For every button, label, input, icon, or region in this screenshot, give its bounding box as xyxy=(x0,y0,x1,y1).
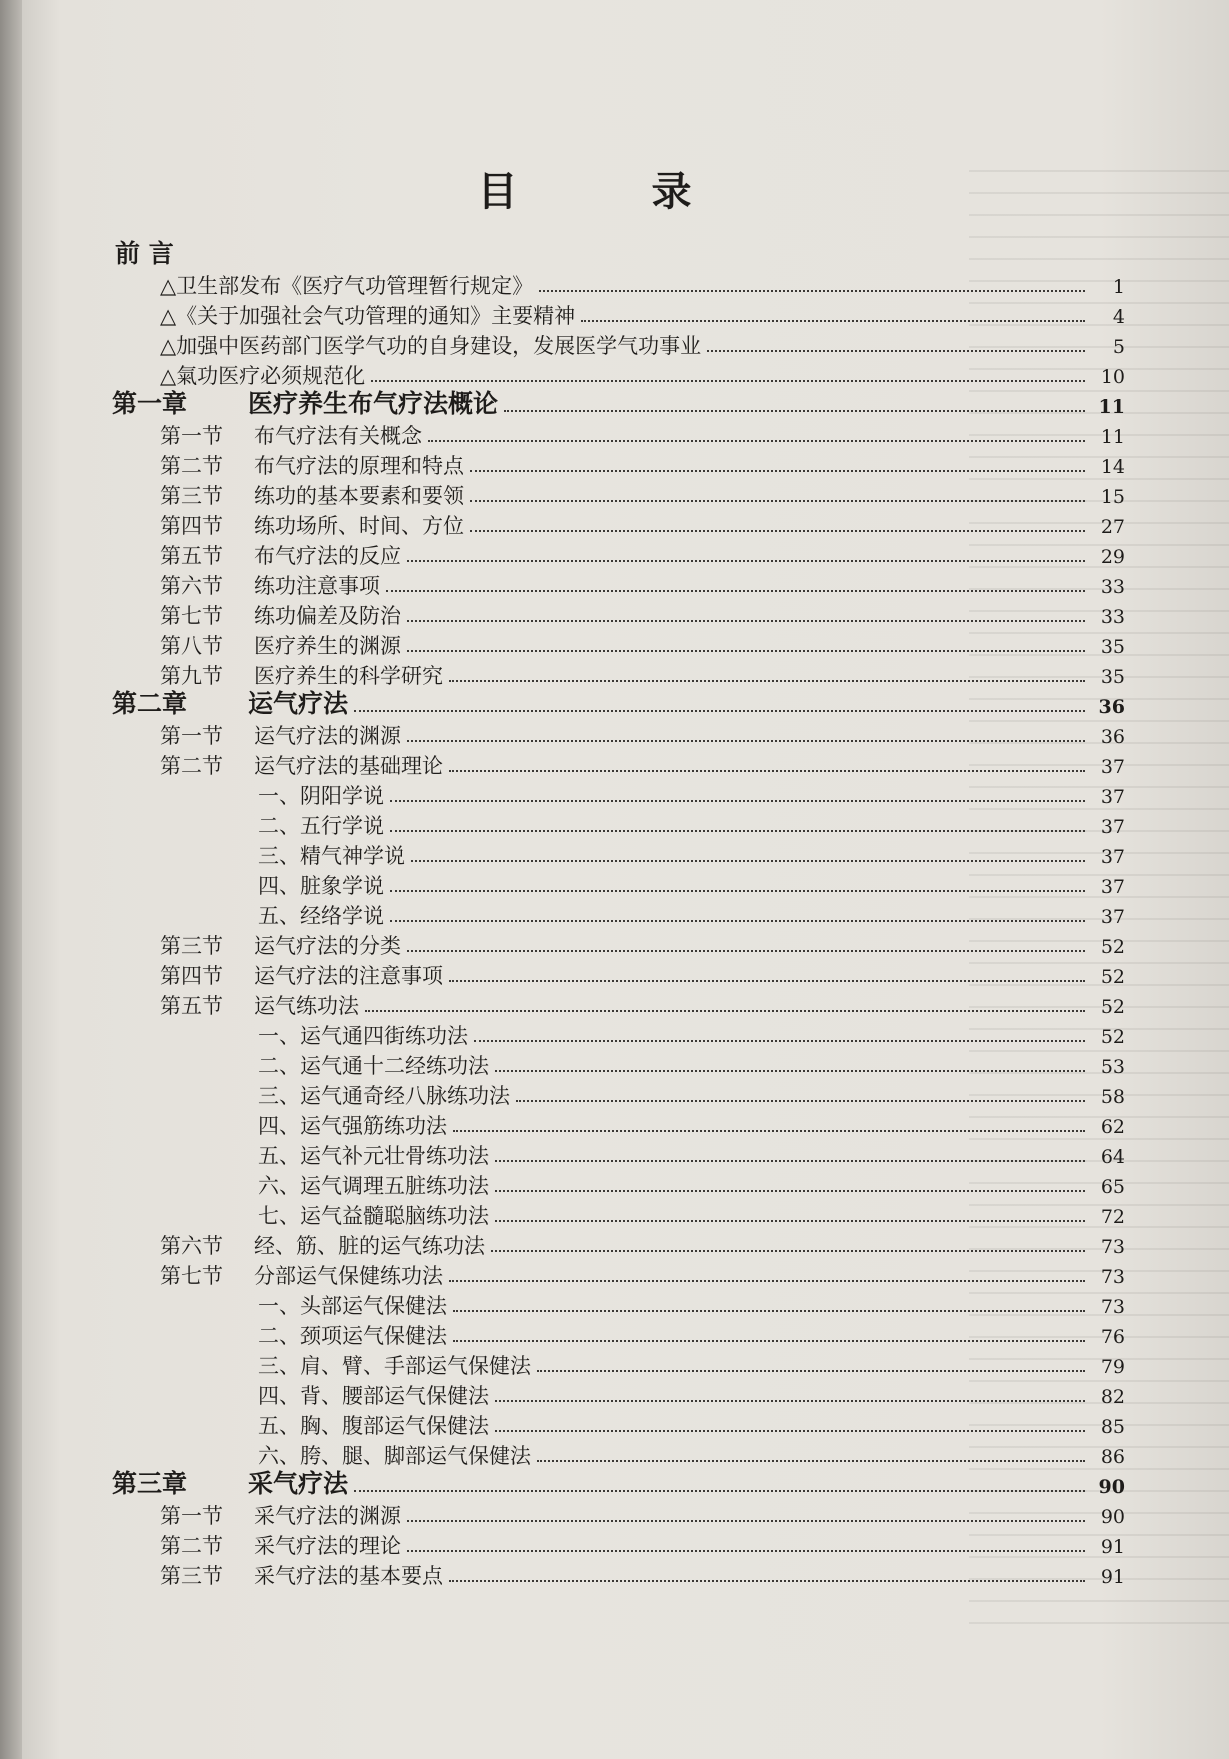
dot-leader xyxy=(354,710,1085,712)
toc-item-entry xyxy=(258,1140,1125,1170)
page-number: 33 xyxy=(1100,576,1125,598)
toc-item-entry xyxy=(258,1200,1125,1230)
dot-leader xyxy=(449,1580,1085,1582)
toc-entry-label xyxy=(258,1140,489,1170)
dot-leader xyxy=(707,350,1085,352)
entry-title: 五、运气补元壮骨练功法 xyxy=(258,1144,489,1168)
toc-entry-label xyxy=(160,270,533,300)
entry-title: 医疗养生的渊源 xyxy=(254,634,401,658)
toc-item-entry xyxy=(258,1440,1125,1470)
entry-title: 六、运气调理五脏练功法 xyxy=(258,1174,489,1198)
dot-leader xyxy=(495,1220,1085,1222)
book-binding-shadow xyxy=(0,0,22,1759)
entry-title: 四、运气强筋练功法 xyxy=(258,1114,447,1138)
foreword-heading xyxy=(115,240,1125,270)
dot-leader xyxy=(386,590,1085,592)
entry-title: 五、经络学说 xyxy=(258,904,384,928)
toc-item-entry xyxy=(258,900,1125,930)
entry-number: 第四节 xyxy=(160,514,223,538)
entry-title: 医疗养生布气疗法概论 xyxy=(248,389,499,418)
toc-entry-label xyxy=(160,600,401,630)
dot-leader xyxy=(539,290,1085,292)
toc-entry-label xyxy=(258,1080,510,1110)
entry-title: 练功场所、时间、方位 xyxy=(254,514,464,538)
page-number: 52 xyxy=(1100,1026,1125,1048)
toc-entry-label xyxy=(258,840,405,870)
dot-leader xyxy=(470,530,1085,532)
entry-title: 练功的基本要素和要领 xyxy=(254,484,464,508)
entry-number: 第一节 xyxy=(160,1504,223,1528)
page-number: 52 xyxy=(1100,936,1125,958)
entry-title: 医疗养生的科学研究 xyxy=(254,664,443,688)
entry-number: 第一节 xyxy=(160,724,223,748)
entry-title: 二、运气通十二经练功法 xyxy=(258,1054,489,1078)
dot-leader xyxy=(390,920,1085,922)
toc-entry-label xyxy=(160,510,464,540)
dot-leader xyxy=(449,770,1085,772)
toc-entry-label xyxy=(160,1230,485,1260)
toc-entry-label xyxy=(115,234,174,270)
entry-title: 运气疗法的分类 xyxy=(254,934,401,958)
entry-number: 第五节 xyxy=(160,544,223,568)
toc-entry-label xyxy=(160,750,443,780)
dot-leader xyxy=(407,650,1085,652)
toc-section-entry xyxy=(160,1260,1125,1290)
page-number: 14 xyxy=(1100,456,1125,478)
toc-entry-label xyxy=(160,480,464,510)
page-number: 82 xyxy=(1100,1386,1125,1408)
entry-title: 二、颈项运气保健法 xyxy=(258,1324,447,1348)
page-number: 52 xyxy=(1100,966,1125,988)
dot-leader xyxy=(411,860,1085,862)
toc-section-entry xyxy=(160,510,1125,540)
entry-title: 练功注意事项 xyxy=(254,574,380,598)
toc-entry-label xyxy=(258,1290,447,1320)
toc-entry-label xyxy=(258,1110,447,1140)
dot-leader xyxy=(470,470,1085,472)
page-number: 37 xyxy=(1100,756,1125,778)
entry-number: 第三章 xyxy=(112,1469,188,1498)
page-number: 10 xyxy=(1100,366,1125,388)
foreword-entry xyxy=(160,300,1125,330)
page-number: 72 xyxy=(1100,1206,1125,1228)
toc-chapter-entry xyxy=(112,1470,1125,1500)
page-number: 86 xyxy=(1100,1446,1125,1468)
dot-leader xyxy=(407,620,1085,622)
page-number: 37 xyxy=(1100,786,1125,808)
dot-leader xyxy=(390,800,1085,802)
entry-title: 运气疗法的渊源 xyxy=(254,724,401,748)
toc-entry-label xyxy=(112,684,348,720)
entry-title: 采气疗法 xyxy=(248,1469,349,1498)
toc-section-entry xyxy=(160,750,1125,780)
toc-entry-label xyxy=(160,1560,443,1590)
dot-leader xyxy=(390,830,1085,832)
dot-leader xyxy=(516,1100,1085,1102)
dot-leader xyxy=(495,1190,1085,1192)
toc-item-entry xyxy=(258,1290,1125,1320)
dot-leader xyxy=(407,1550,1085,1552)
entry-title: 布气疗法的反应 xyxy=(254,544,401,568)
entry-title: 三、运气通奇经八脉练功法 xyxy=(258,1084,510,1108)
page-number: 58 xyxy=(1100,1086,1125,1108)
dot-leader xyxy=(453,1130,1085,1132)
toc-item-entry xyxy=(258,1350,1125,1380)
entry-title: 三、肩、臂、手部运气保健法 xyxy=(258,1354,531,1378)
dot-leader xyxy=(407,1520,1085,1522)
toc-entry-label xyxy=(160,570,380,600)
page-number: 27 xyxy=(1100,516,1125,538)
entry-number: 第三节 xyxy=(160,484,223,508)
toc-entry-label xyxy=(160,420,422,450)
entry-title: 一、运气通四街练功法 xyxy=(258,1024,468,1048)
page-number: 4 xyxy=(1112,306,1125,328)
dot-leader xyxy=(371,380,1085,382)
toc-section-entry xyxy=(160,630,1125,660)
page-number: 5 xyxy=(1112,336,1125,358)
toc-entry-label xyxy=(258,1320,447,1350)
entry-title: 布气疗法有关概念 xyxy=(254,424,422,448)
entry-title: 五、胸、腹部运气保健法 xyxy=(258,1414,489,1438)
toc-entry-label xyxy=(160,1500,401,1530)
page-number: 73 xyxy=(1100,1236,1125,1258)
foreword-entry-text: △卫生部发布《医疗气功管理暂行规定》 xyxy=(160,274,534,298)
toc-item-entry xyxy=(258,1020,1125,1050)
entry-number: 第一节 xyxy=(160,424,223,448)
dot-leader xyxy=(365,1010,1085,1012)
page-number: 36 xyxy=(1100,726,1125,748)
dot-leader xyxy=(449,1280,1085,1282)
page-number: 37 xyxy=(1100,906,1125,928)
toc-entry-label xyxy=(160,720,401,750)
toc-entry-label xyxy=(258,810,384,840)
entry-number: 第七节 xyxy=(160,1264,223,1288)
toc-item-entry xyxy=(258,870,1125,900)
foreword-entry-text: △《关于加强社会气功管理的通知》主要精神 xyxy=(160,304,576,328)
entry-title: 六、胯、腿、脚部运气保健法 xyxy=(258,1444,531,1468)
entry-title: 采气疗法的基本要点 xyxy=(254,1564,443,1588)
page-number: 52 xyxy=(1100,996,1125,1018)
dot-leader xyxy=(407,740,1085,742)
page-number: 90 xyxy=(1098,1476,1125,1498)
entry-number: 第四节 xyxy=(160,964,223,988)
toc-section-entry xyxy=(160,480,1125,510)
toc-entry-label xyxy=(160,630,401,660)
toc-entry-label xyxy=(258,1050,489,1080)
toc-chapter-entry xyxy=(112,690,1125,720)
entry-title: 运气疗法的基础理论 xyxy=(254,754,443,778)
entry-number: 第二节 xyxy=(160,454,223,478)
dot-leader xyxy=(504,410,1085,412)
entry-title: 一、阴阳学说 xyxy=(258,784,384,808)
toc-section-entry xyxy=(160,600,1125,630)
toc-item-entry xyxy=(258,1320,1125,1350)
dot-leader xyxy=(449,980,1085,982)
toc-item-entry xyxy=(258,1170,1125,1200)
entry-title: 四、背、腰部运气保健法 xyxy=(258,1384,489,1408)
toc-section-entry xyxy=(160,990,1125,1020)
toc-section-entry xyxy=(160,1530,1125,1560)
dot-leader xyxy=(495,1430,1085,1432)
page-number: 37 xyxy=(1100,876,1125,898)
page-number: 62 xyxy=(1100,1116,1125,1138)
entry-number: 第五节 xyxy=(160,994,223,1018)
entry-number: 第七节 xyxy=(160,604,223,628)
toc-item-entry xyxy=(258,780,1125,810)
dot-leader xyxy=(537,1460,1085,1462)
dot-leader xyxy=(407,560,1085,562)
entry-title: 七、运气益髓聪脑练功法 xyxy=(258,1204,489,1228)
toc-entry-label xyxy=(258,870,384,900)
toc-entry-label xyxy=(112,1464,348,1500)
toc-entry-label xyxy=(160,990,359,1020)
page-number: 35 xyxy=(1100,666,1125,688)
toc-section-entry xyxy=(160,930,1125,960)
toc-section-entry xyxy=(160,720,1125,750)
toc-item-entry xyxy=(258,810,1125,840)
page-number: 79 xyxy=(1100,1356,1125,1378)
entry-title: 二、五行学说 xyxy=(258,814,384,838)
entry-number: 第六节 xyxy=(160,574,223,598)
page-number: 65 xyxy=(1100,1176,1125,1198)
toc-entry-label xyxy=(258,1410,489,1440)
entry-title: 运气疗法的注意事项 xyxy=(254,964,443,988)
page-number: 35 xyxy=(1100,636,1125,658)
toc-entry-label xyxy=(258,1350,531,1380)
entry-title: 布气疗法的原理和特点 xyxy=(254,454,464,478)
toc-section-entry xyxy=(160,450,1125,480)
dot-leader xyxy=(495,1070,1085,1072)
page-number: 11 xyxy=(1100,426,1125,448)
toc-item-entry xyxy=(258,840,1125,870)
entry-title: 四、脏象学说 xyxy=(258,874,384,898)
page-number: 1 xyxy=(1112,276,1125,298)
entry-number: 第二节 xyxy=(160,1534,223,1558)
page-number: 90 xyxy=(1100,1506,1125,1528)
entry-number: 第二节 xyxy=(160,754,223,778)
toc-section-entry xyxy=(160,1500,1125,1530)
toc-entry-label xyxy=(160,930,401,960)
entry-title: 练功偏差及防治 xyxy=(254,604,401,628)
page-number: 11 xyxy=(1098,396,1125,418)
toc-entry-label xyxy=(160,330,701,360)
entry-number: 第六节 xyxy=(160,1234,223,1258)
page-number: 85 xyxy=(1100,1416,1125,1438)
page-number: 36 xyxy=(1098,696,1125,718)
page-number: 37 xyxy=(1100,846,1125,868)
dot-leader xyxy=(474,1040,1085,1042)
entry-title: 一、头部运气保健法 xyxy=(258,1294,447,1318)
toc-entry-label xyxy=(160,300,575,330)
dot-leader xyxy=(449,680,1085,682)
dot-leader xyxy=(495,1400,1085,1402)
dot-leader xyxy=(390,890,1085,892)
page-number: 53 xyxy=(1100,1056,1125,1078)
foreword-entry xyxy=(160,330,1125,360)
page-title: 目 录 xyxy=(477,168,752,215)
entry-number: 第一章 xyxy=(112,389,188,418)
toc-item-entry xyxy=(258,1110,1125,1140)
entry-title: 运气疗法 xyxy=(248,689,349,718)
toc-item-entry xyxy=(258,1050,1125,1080)
foreword-entry-text: △氣功医疗必须规范化 xyxy=(160,364,366,388)
dot-leader xyxy=(491,1250,1085,1252)
entry-title: 分部运气保健练功法 xyxy=(254,1264,443,1288)
toc-item-entry xyxy=(258,1380,1125,1410)
entry-title: 运气练功法 xyxy=(254,994,359,1018)
toc-entry-label xyxy=(258,780,384,810)
entry-number: 第二章 xyxy=(112,689,188,718)
toc-entry-label xyxy=(112,384,498,420)
toc-section-entry xyxy=(160,540,1125,570)
foreword-entry xyxy=(160,270,1125,300)
dot-leader xyxy=(407,950,1085,952)
entry-title: 经、筋、脏的运气练功法 xyxy=(254,1234,485,1258)
toc-entry-label xyxy=(258,1020,468,1050)
dot-leader xyxy=(354,1490,1085,1492)
toc-section-entry xyxy=(160,960,1125,990)
toc-section-entry xyxy=(160,570,1125,600)
dot-leader xyxy=(470,500,1085,502)
toc-section-entry xyxy=(160,1230,1125,1260)
foreword-entry-text: △加强中医药部门医学气功的自身建设，发展医学气功事业 xyxy=(160,334,702,358)
toc-entry-label xyxy=(258,1170,489,1200)
page-number: 15 xyxy=(1100,486,1125,508)
toc-entry-label xyxy=(160,540,401,570)
toc-entry-label xyxy=(160,1530,401,1560)
entry-title: 三、精气神学说 xyxy=(258,844,405,868)
dot-leader xyxy=(453,1310,1085,1312)
entry-number: 第九节 xyxy=(160,664,223,688)
dot-leader xyxy=(428,440,1085,442)
page-number: 76 xyxy=(1100,1326,1125,1348)
page-number: 73 xyxy=(1100,1296,1125,1318)
toc-entry-label xyxy=(258,1380,489,1410)
entry-number: 第八节 xyxy=(160,634,223,658)
entry-title: 采气疗法的理论 xyxy=(254,1534,401,1558)
toc-entry-label xyxy=(160,1260,443,1290)
toc-section-entry xyxy=(160,1560,1125,1590)
toc-item-entry xyxy=(258,1410,1125,1440)
page-number: 91 xyxy=(1100,1536,1125,1558)
toc-entry-label xyxy=(258,900,384,930)
page-number: 29 xyxy=(1100,546,1125,568)
toc-section-entry xyxy=(160,420,1125,450)
dot-leader xyxy=(495,1160,1085,1162)
dot-leader xyxy=(537,1370,1085,1372)
page-number: 37 xyxy=(1100,816,1125,838)
toc-entry-label xyxy=(258,1200,489,1230)
entry-number: 第三节 xyxy=(160,934,223,958)
page-number: 64 xyxy=(1100,1146,1125,1168)
toc-chapter-entry xyxy=(112,390,1125,420)
toc-entry-label xyxy=(160,450,464,480)
foreword-heading-text: 前 言 xyxy=(115,239,174,268)
entry-title: 采气疗法的渊源 xyxy=(254,1504,401,1528)
toc-item-entry xyxy=(258,1080,1125,1110)
dot-leader xyxy=(453,1340,1085,1342)
page-number: 33 xyxy=(1100,606,1125,628)
entry-number: 第三节 xyxy=(160,1564,223,1588)
page-number: 73 xyxy=(1100,1266,1125,1288)
toc-entry-label xyxy=(160,960,443,990)
page-number: 91 xyxy=(1100,1566,1125,1588)
dot-leader xyxy=(581,320,1085,322)
